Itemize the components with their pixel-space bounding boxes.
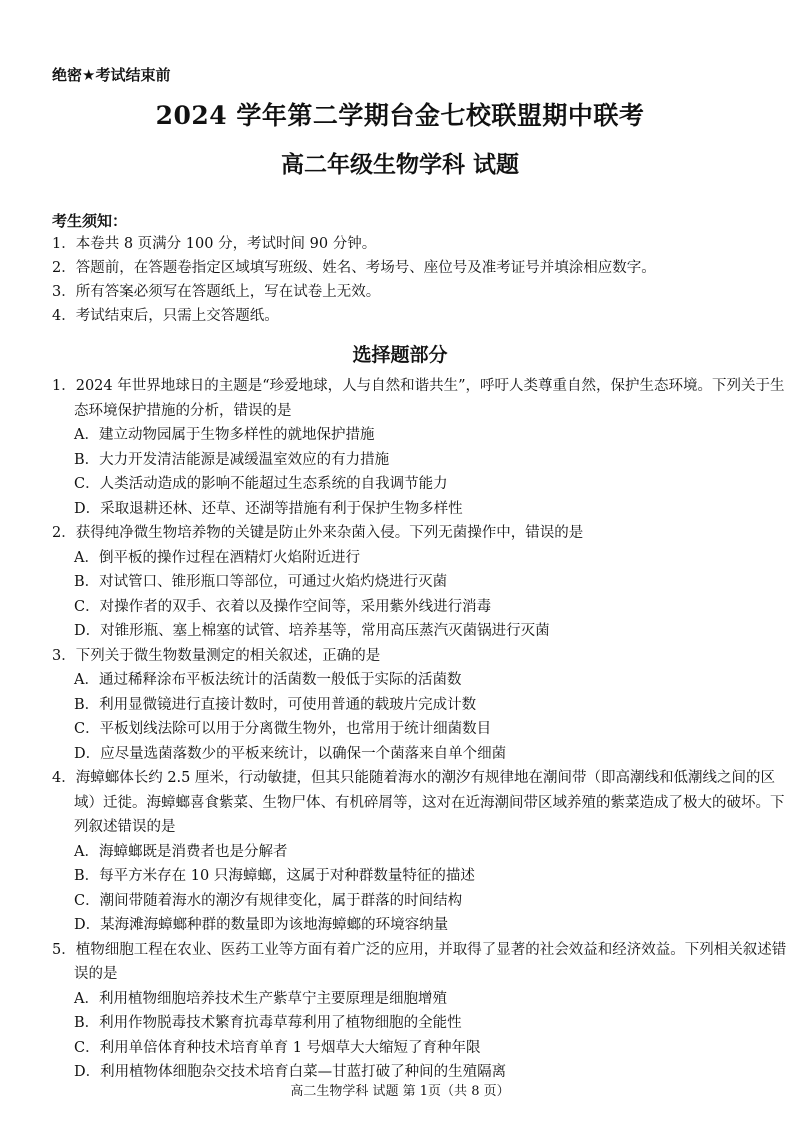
- question-stem: 5．植物细胞工程在农业、医药工业等方面有着广泛的应用，并取得了显著的社会效益和经济效益。下列相关叙述错误的是: [52, 941, 787, 982]
- page-footer: 高二生物学科 试题 第 1页（共 8 页）: [290, 1084, 510, 1099]
- question-1: [52, 374, 787, 521]
- option-c: C．潮间带随着海水的潮汐有规律变化，属于群落的时间结构: [74, 892, 463, 909]
- option-c: C．利用单倍体育种技术培育单育 1 号烟草大大缩短了育种年限: [74, 1039, 481, 1056]
- option-a: A．利用植物细胞培养技术生产紫草宁主要原理是细胞增殖: [74, 990, 447, 1007]
- option-b: B．利用作物脱毒技术繁育抗毒草莓利用了植物细胞的全能性: [74, 1015, 462, 1031]
- option-d: D．某海滩海蟑螂种群的数量即为该地海蟑螂的环境容纳量: [74, 917, 449, 933]
- section-title: 选择题部分: [352, 344, 448, 366]
- option-b: B．每平方米存在 10 只海蟑螂，这属于对种群数量特征的描述: [74, 868, 475, 884]
- question-5: [52, 938, 787, 1085]
- notes-heading: 考生须知：: [52, 212, 128, 230]
- option-c: C．对操作者的双手、衣着以及操作空间等，采用紫外线进行消毒: [74, 598, 492, 615]
- note-item: 1．本卷共 8 页满分 100 分，考试时间 90 分钟。: [52, 236, 377, 252]
- question-list: [52, 374, 787, 1085]
- option-a: A．通过稀释涂布平板法统计的活菌数一般低于实际的活菌数: [74, 672, 462, 688]
- option-b: B．利用显微镜进行直接计数时，可使用普通的载玻片完成计数: [74, 696, 477, 713]
- confidential-mark: 绝密★考试结束前: [52, 66, 171, 84]
- question-3: [52, 644, 787, 767]
- question-stem: 3．下列关于微生物数量测定的相关叙述，正确的是: [52, 647, 381, 664]
- note-item: 4．考试结束后，只需上交答题纸。: [52, 308, 279, 324]
- question-stem: 1．2024 年世界地球日的主题是“珍爱地球，人与自然和谐共生”，呼吁人类尊重自然，保护生态环境。下列关于生态环境保护措施的分析，错误的是: [52, 378, 785, 419]
- note-item: 3．所有答案必须写在答题纸上，写在试卷上无效。: [52, 284, 381, 300]
- exam-title: 2024 学年第二学期台金七校联盟期中联考: [155, 101, 645, 130]
- option-a: A．倒平板的操作过程在酒精灯火焰附近进行: [74, 549, 360, 566]
- option-c: C．人类活动造成的影响不能超过生态系统的自我调节能力: [74, 476, 448, 492]
- option-a: A．建立动物园属于生物多样性的就地保护措施: [74, 427, 375, 443]
- note-item: 2．答题前，在答题卷指定区域填写班级、姓名、考场号、座位号及准考证号并填涂相应数字。: [52, 260, 656, 276]
- option-b: B．对试管口、锥形瓶口等部位，可通过火焰灼烧进行灭菌: [74, 574, 448, 590]
- question-stem: 4．海蟑螂体长约 2.5 厘米，行动敏捷，但其只能随着海水的潮汐有规律地在潮间带（即高潮线和低潮线之间的区域）迁徙。海蟑螂喜食紫菜、生物尸体、有机碎屑等，这对在近海潮间带区域养殖的紫菜造成了极大的破坏。下列叙述错误的是: [52, 770, 785, 835]
- option-d: D．采取退耕还林、还草、还湖等措施有利于保护生物多样性: [74, 500, 463, 517]
- option-c: C．平板划线法除可以用于分离微生物外，也常用于统计细菌数目: [74, 721, 492, 737]
- question-4: [52, 766, 787, 938]
- notes-list: [52, 232, 782, 328]
- question-stem: 2．获得纯净微生物培养物的关键是防止外来杂菌入侵。下列无菌操作中，错误的是: [52, 525, 584, 541]
- option-d: D．利用植物体细胞杂交技术培育白菜—甘蓝打破了种间的生殖隔离: [74, 1064, 507, 1080]
- option-d: D．对锥形瓶、塞上棉塞的试管、培养基等，常用高压蒸汽灭菌锅进行灭菌: [74, 623, 550, 639]
- option-a: A．海蟑螂既是消费者也是分解者: [74, 843, 288, 860]
- exam-subtitle: 高二年级生物学科 试题: [280, 151, 519, 178]
- option-b: B．大力开发清洁能源是减缓温室效应的有力措施: [74, 451, 390, 468]
- question-2: [52, 521, 787, 644]
- option-d: D．应尽量选菌落数少的平板来统计，以确保一个菌落来自单个细菌: [74, 745, 507, 762]
